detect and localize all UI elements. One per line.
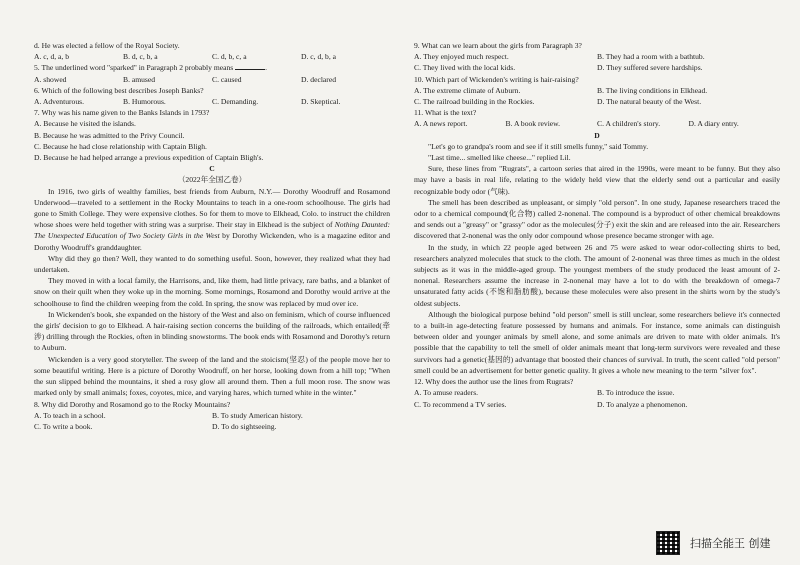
passage-d-paragraph-4: Although the biological purpose behind "old person" smell is still unclear, some researchers believe it's connected to a built-in age-detecting feature possessed by humans and animals. For instance, some animals can distinguish between older and younger animals by smell alone, and some animals are driven to mate with older animals. It's possible that the capability to tell the smell of older animals meant that long-term survivors were revealed and these survivors had a genetic(基因的) advantage that boosted their chances of survival. In truth, the scent called "old person" smell could be an advertisement for better genetic quality. It gives a whole new meaning to the term "silver fox". xyxy=(414,309,780,375)
q9-options-row-2 xyxy=(414,62,780,73)
q12-option-a: A. To amuse readers. xyxy=(414,388,479,398)
q4-option-a: A. c, d, a, b xyxy=(34,52,70,62)
q10-options-row-1 xyxy=(414,85,780,96)
q12-option-d: D. To analyze a phenomenon. xyxy=(597,399,688,409)
q11-option-b: B. A book review. xyxy=(505,119,561,129)
q8-option-b: B. To study American history. xyxy=(212,410,303,420)
q4-option-c: C. d, b, c, a xyxy=(212,52,247,62)
q12-options-row-1 xyxy=(414,387,780,398)
passage-d-line-2: "Last time... smelled like cheese..." replied Lil. xyxy=(428,153,571,163)
q4-option-b: B. d, c, b, a xyxy=(123,52,158,62)
passage-source: （2022年全国乙卷） xyxy=(177,175,247,185)
qr-code-icon xyxy=(656,531,680,555)
q11-question: 11. What is the text? xyxy=(414,108,477,118)
q8-option-a: A. To teach in a school. xyxy=(34,410,106,420)
q4-option-d: D. c, d, b, a xyxy=(301,52,337,62)
q7-option-b: B. Because he was admitted to the Privy Council. xyxy=(34,130,185,140)
q7-option-c: C. Because he had close relationship with Captain Bligh. xyxy=(34,141,207,151)
q4-item-d: d. He was elected a fellow of the Royal Society. xyxy=(34,41,180,50)
q8-option-c: C. To write a book. xyxy=(34,421,93,431)
q6-option-c: C. Demanding. xyxy=(212,97,259,107)
q10-question: 10. Which part of Wickenden's writing is hair-raising? xyxy=(414,74,579,84)
q11-option-c: C. A children's story. xyxy=(597,119,661,129)
q12-question: 12. Why does the author use the lines from Rugrats? xyxy=(414,377,574,387)
q7-option-a: A. Because he visited the islands. xyxy=(34,119,136,129)
passage-d-line-1: "Let's go to grandpa's room and see if it still smells funny," said Tommy. xyxy=(428,141,649,151)
q10-option-a: A. The extreme climate of Auburn. xyxy=(414,85,521,95)
q8-option-d: D. To do sightseeing. xyxy=(212,421,277,431)
q5-question: 5. The underlined word "sparked" in Paragraph 2 probably means . xyxy=(34,63,268,73)
q8-options-row-1 xyxy=(34,410,390,421)
q11-option-a: A. A news report. xyxy=(414,119,468,129)
q5-option-a: A. showed xyxy=(34,74,67,84)
q8-question: 8. Why did Dorothy and Rosamond go to the Rocky Mountains? xyxy=(34,399,231,409)
passage-c-paragraph-2: Why did they go then? Well, they wanted to do something useful. Soon, however, they realized what they had undertaken. xyxy=(34,253,390,275)
passage-c-paragraph-3: They moved in with a local family, the Harrisons, and, like them, had little privacy, rare baths, and a blanket of snow on their quilt when they woke up in the morning. Some mornings, Rosamond and Dorothy would arrive at the schoolhouse to find the children weeping from the cold. In spring, the snow was replaced by mud over ice. xyxy=(34,276,390,308)
q6-option-d: D. Skeptical. xyxy=(301,97,341,107)
q11-options xyxy=(414,118,780,129)
q7-option-d: D. Because he had helped arrange a previous expedition of Captain Bligh's. xyxy=(34,153,264,163)
passage-c-paragraph-4: In Wickenden's book, she expanded on the history of the West and also on feminism, which of course influenced the girls' decision to go to Elkhead. A hair-raising section concerns the building of the railroads, which entailed(牵涉) drilling through the Rockies, often in blinding snowstorms. The book ends with Rosamond and Dorothy's return to Auburn. xyxy=(34,309,390,353)
passage-d-paragraph-1: Sure, these lines from "Rugrats", a cartoon series that aired in the 1990s, were meant to be funny. But they also may have a basis in real life, relating to the widely held view that the elderly send out a particular and easily recognizable body odor (气味). xyxy=(414,164,780,196)
q5-option-b: B. amused xyxy=(123,74,156,84)
q10-option-c: C. The railroad building in the Rockies. xyxy=(414,97,535,107)
scanner-brand-label: 扫描全能王 创建 xyxy=(690,537,771,550)
q9-option-b: B. They had a room with a bathtub. xyxy=(597,52,705,62)
q6-question: 6. Which of the following best describes Joseph Banks? xyxy=(34,85,204,95)
scanner-watermark xyxy=(656,531,771,555)
section-d-heading: D xyxy=(594,130,600,140)
passage-c-paragraph-5: Wickenden is a very good storyteller. The sweep of the land and the stoicism(坚忍) of the people move her to some beautiful writing. Here is a picture of Dorothy Woodruff, on her horse, looking down from a hill top; "When the sun slipped behind the mountains, it shed a rosy glow all around them. Then a full moon rose. The snow was marked only by small animals; foxes, coyotes, mice, and varying hares, which turned white in the winter." xyxy=(34,354,390,398)
q7-question: 7. Why was his name given to the Banks Islands in 1793? xyxy=(34,108,210,118)
passage-c-paragraph-1: In 1916, two girls of wealthy families, best friends from Auburn, N.Y.— Dorothy Woodruff and Rosamond Underwood—traveled to a settlement in the Rocky Mountains to teach in a one-room schoolhouse. The girls had gone to Smith College. They were expensive clothes. So for them to move to Elkhead, Colo. to instruct the children whose shoes were held together with string was a surprise. Their stay in Elkhead is the subject of Nothing Daunted: The Unexpected Education of Two Society Girls in the West by Dorothy Wickenden, who is a magazine editor and Dorothy Woodruff's granddaughter. xyxy=(34,186,390,252)
q6-option-a: A. Adventurous. xyxy=(34,97,84,107)
q5-options xyxy=(34,74,390,85)
q11-option-d: D. A diary entry. xyxy=(688,119,739,129)
q12-option-b: B. To introduce the issue. xyxy=(597,388,675,398)
q9-question: 9. What can we learn about the girls from Paragraph 3? xyxy=(414,41,582,50)
section-c-heading: C xyxy=(209,164,215,174)
answer-blank xyxy=(235,69,265,70)
book-title: Nothing Daunted: The Unexpected Education of Two Society Girls in the West xyxy=(34,220,390,241)
passage-d-paragraph-3: In the study, in which 22 people aged between 26 and 75 were asked to wear odor-collecting shirts to bed, researchers analyzed molecules that stuck to the cloth. The amount of 2-nonenal was three times as much in the oldest subjects as it was in the middle-aged group. The youngest members of the study produced the least amount of 2-nonenal. Researchers assume the increase in 2-nonenal may have a lot to do with the breakdown of omega-7 unsaturated fatty acids (不饱和脂肪酸), because these molecules were also present in the shirts worn by the study's oldest subjects. xyxy=(414,242,780,308)
q5-option-d: D. declared xyxy=(301,74,336,84)
left-column xyxy=(34,40,390,432)
passage-d-paragraph-2: The smell has been described as unpleasant, or simply "old person". In one study, Japanese researchers traced the odor to a chemical compound(化合物) called 2-nonenal. The compound is a byproduct of other chemical breakdowns and sends out a "greasy" or "grassy" odor as the molecules(分子) exit the skin and are released into the air. Researchers discovered that 2-nonenal was the only odor compound whose presence became stronger with age. xyxy=(414,197,780,241)
q9-option-a: A. They enjoyed much respect. xyxy=(414,52,509,62)
q9-options-row-1 xyxy=(414,51,780,62)
q5-option-c: C. caused xyxy=(212,74,242,84)
q10-option-b: B. The living conditions in Elkhead. xyxy=(597,85,708,95)
q6-option-b: B. Humorous. xyxy=(123,97,166,107)
q12-options-row-2 xyxy=(414,399,780,410)
q12-option-c: C. To recommend a TV series. xyxy=(414,399,507,409)
q10-options-row-2 xyxy=(414,96,780,107)
q9-option-c: C. They lived with the local kids. xyxy=(414,63,516,73)
q8-options-row-2 xyxy=(34,421,390,432)
right-column xyxy=(414,40,780,410)
q4-options xyxy=(34,51,390,62)
q9-option-d: D. They suffered severe hardships. xyxy=(597,63,703,73)
q6-options xyxy=(34,96,390,107)
q10-option-d: D. The natural beauty of the West. xyxy=(597,97,702,107)
